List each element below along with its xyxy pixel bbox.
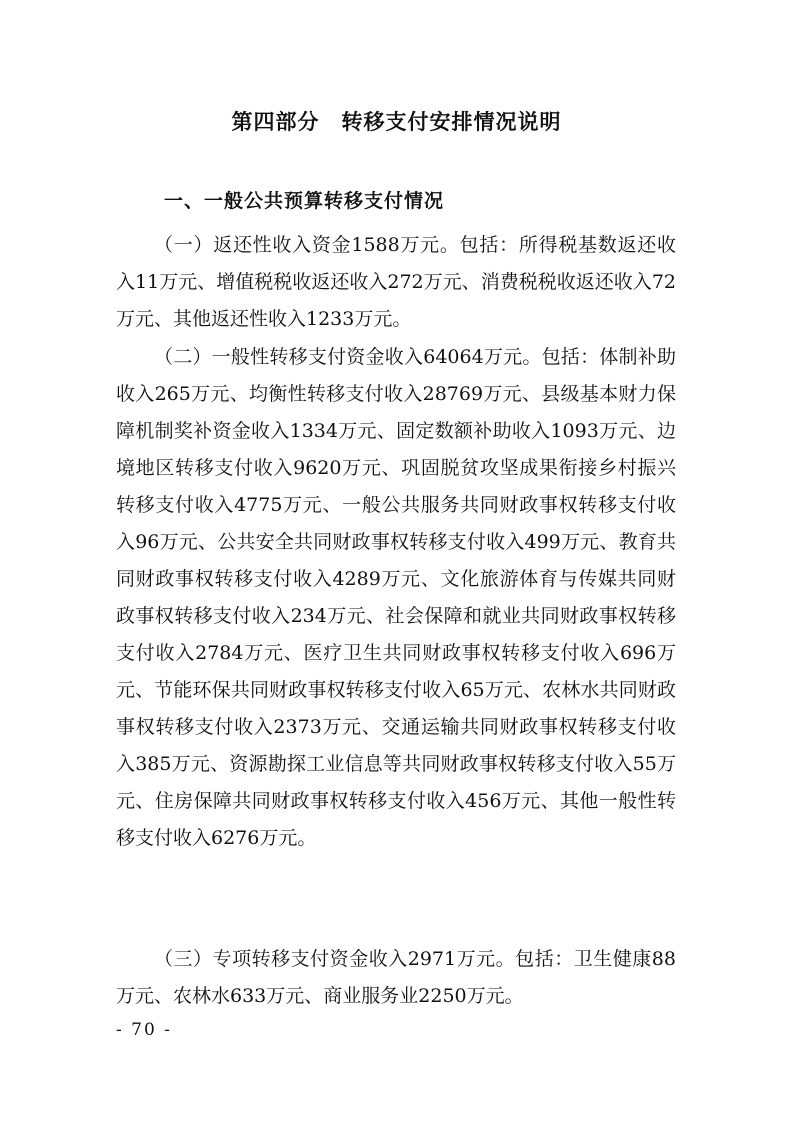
title-text: 转移支付安排情况说明 — [341, 110, 562, 134]
paragraph-special-transfer: （三）专项转移支付资金收入2971万元。包括：卫生健康88万元、农林水633万元、商业服务业2250万元。 — [116, 948, 676, 1007]
page-title — [0, 106, 793, 136]
section-heading: 一、一般公共预算转移支付情况 — [164, 190, 445, 212]
page-number: - 70 - — [116, 1020, 172, 1040]
title-part-label: 第四部分 — [231, 110, 320, 134]
paragraph-returned-revenue: （一）返还性收入资金1588万元。包括：所得税基数返还收入11万元、增值税税收返还收入272万元、消费税税收返还收入72万元、其他返还性收入1233万元。 — [116, 234, 676, 330]
paragraph-general-transfer: （二）一般性转移支付资金收入64064万元。包括：体制补助收入265万元、均衡性转移支付收入28769万元、县级基本财力保障机制奖补资金收入1334万元、固定数额补助收入1093万元、边境地区转移支付收入9620万元、巩固脱贫攻坚成果衔接乡村振兴转移支付收入4775万元、一般公共服务共同财政事权转移支付收入96万元、公共安全共同财政事权转移支付收入499万元、教育共同财政事权转移支付收入4289万元、文化旅游体育与传媒共同财政事权转移支付收入234万元、社会保障和就业共同财政事权转移支付收入2784万元、医疗卫生共同财政事权转移支付收入696万元、节能环保共同财政事权转移支付收入65万元、农林水共同财政事权转移支付收入2373万元、交通运输共同财政事权转移支付收入385万元、资源勘探工业信息等共同财政事权转移支付收入55万元、住房保障共同财政事权转移支付收入456万元、其他一般性转移支付收入6276万元。 — [116, 346, 676, 849]
